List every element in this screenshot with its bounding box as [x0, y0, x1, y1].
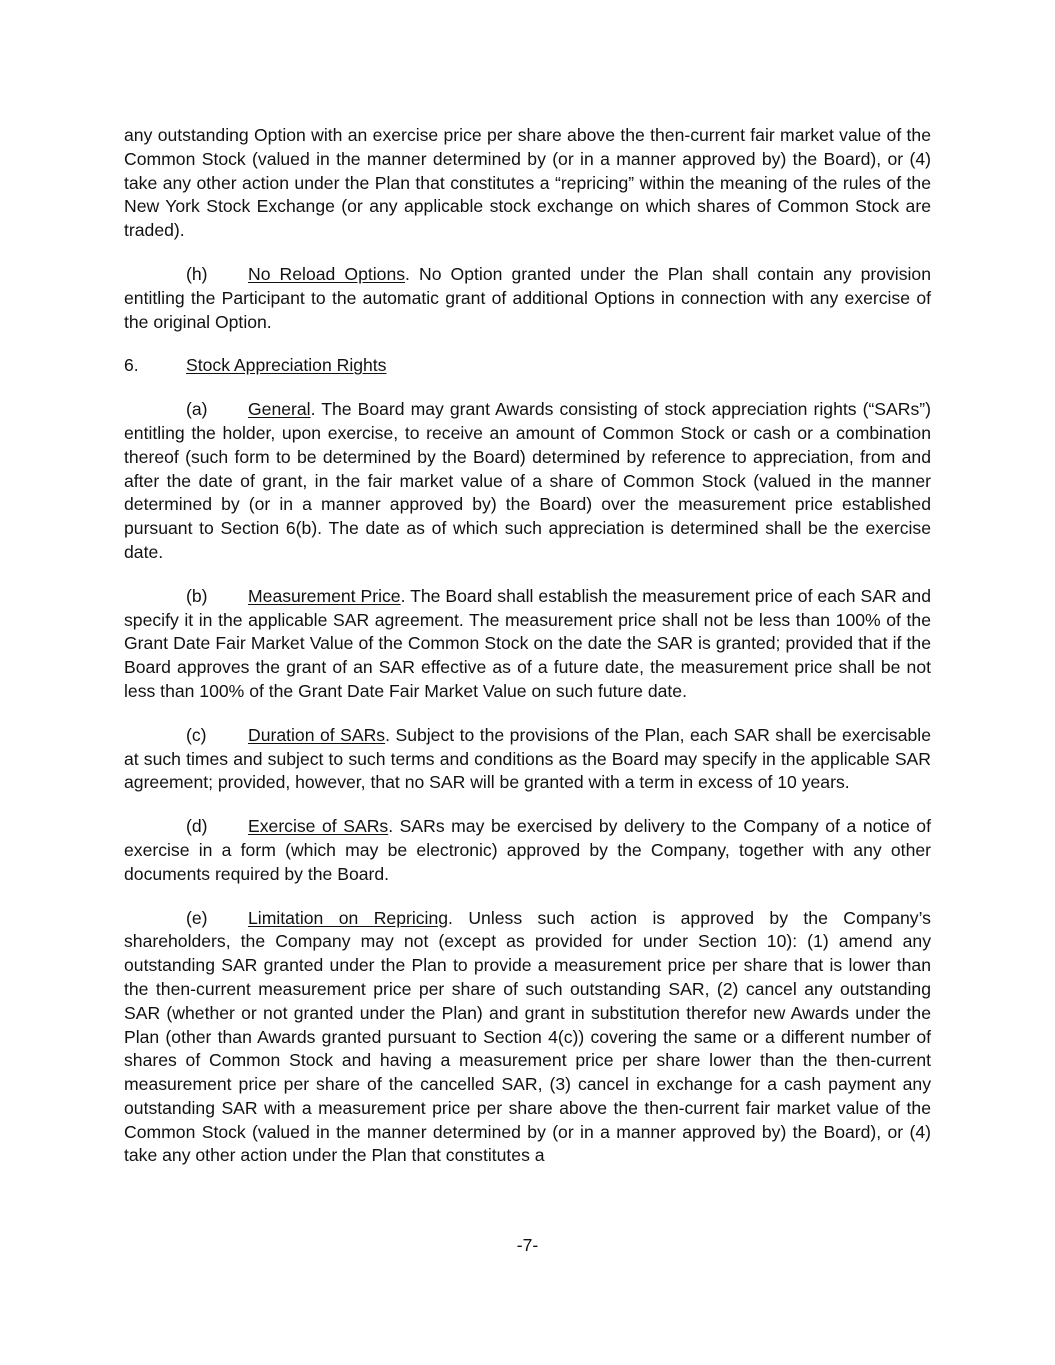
paragraph-h-text: . No Option granted under the Plan shall contain any provision entitling the Participant to the automatic grant of additional Options in connection with any exercise of the original Option.: [124, 263, 931, 332]
paragraph-d: [124, 815, 931, 886]
paragraph-b: [124, 585, 931, 704]
paragraph-a-text: . The Board may grant Awards consisting of stock appreciation rights (“SARs”) entitling the holder, upon exercise, to receive an amount of Common Stock or cash or a combination thereof (such form to be determined by the Board) determined by reference to appreciation, from and after the date of grant, in the fair market value of a share of Common Stock (valued in the manner determined by (or in a manner approved by) the Board) over the measurement price established pursuant to Section 6(b). The date as of which such appreciation is determined shall be the exercise date.: [124, 399, 931, 562]
paragraph-c: [124, 724, 931, 795]
intro-paragraph: [124, 124, 931, 243]
paragraph-b-title: Measurement Price: [248, 585, 401, 606]
paragraph-e: [124, 907, 931, 1169]
paragraph-c-text: . Subject to the provisions of the Plan, each SAR shall be exercisable at such times and subject to such terms and conditions as the Board may specify in the applicable SAR agreement; provided, however, that no SAR will be granted with a term in excess of 10 years.: [124, 724, 931, 793]
paragraph-d-text: . SARs may be exercised by delivery to the Company of a notice of exercise in a form (which may be electronic) approved by the Company, together with any other documents required by the Board.: [124, 816, 931, 884]
paragraph-e-label: (e): [186, 907, 208, 928]
paragraph-h-label: (h): [186, 263, 208, 284]
page-number: -7-: [516, 1235, 539, 1255]
paragraph-b-text: . The Board shall establish the measurement price of each SAR and specify it in the applicable SAR agreement. The measurement price shall not be less than 100% of the Grant Date Fair Market Value of the Common Stock on the date the SAR is granted; provided that if the Board approves the grant of an SAR effective as of a future date, the measurement price shall be not less than 100% of the Grant Date Fair Market Value on such future date.: [124, 585, 931, 701]
paragraph-a: [124, 398, 931, 565]
paragraph-c-label: (c): [186, 724, 207, 745]
paragraph-a-label: (a): [186, 399, 208, 420]
paragraph-e-text: . Unless such action is approved by the Company’s shareholders, the Company may not (except as provided for under Section 10): (1) amend any outstanding SAR granted under the Plan to provide a measurement price per share that is lower than the then-current measurement price per share of such outstanding SAR, (2) cancel any outstanding SAR (whether or not granted under the Plan) and grant in substitution therefor new Awards under the Plan (other than Awards granted pursuant to Section 4(c)) covering the same or a different number of shares of Common Stock and having a measurement price per share lower than the then-current measurement price per share of the cancelled SAR, (3) cancel in exchange for a cash payment any outstanding SAR with a measurement price per share above the then-current fair market value of the Common Stock (valued in the manner determined by (or in a manner approved by) the Board), or (4) take any other action under the Plan that constitutes a: [124, 907, 931, 1166]
intro-text: any outstanding Option with an exercise price per share above the then-current fair market value of the Common Stock (valued in the manner determined by (or in a manner approved by) the Board), or (4) take any other action under the Plan that constitutes a “repricing” within the meaning of the rules of the New York Stock Exchange (or any applicable stock exchange on which shares of Common Stock are traded).: [124, 125, 931, 241]
paragraph-b-label: (b): [186, 585, 208, 606]
paragraph-h: [124, 263, 931, 334]
paragraph-a-title: General: [248, 399, 311, 420]
section-6-number: 6.: [124, 355, 139, 376]
paragraph-d-title: Exercise of SARs: [248, 816, 389, 837]
paragraph-h-title: No Reload Options: [248, 263, 406, 284]
section-6-heading: [124, 354, 931, 378]
paragraph-c-title: Duration of SARs: [248, 724, 386, 745]
paragraph-e-title: Limitation on Repricing: [248, 907, 449, 928]
paragraph-d-label: (d): [186, 816, 208, 837]
document-page: [124, 124, 931, 1188]
section-6-title: Stock Appreciation Rights: [186, 355, 387, 376]
